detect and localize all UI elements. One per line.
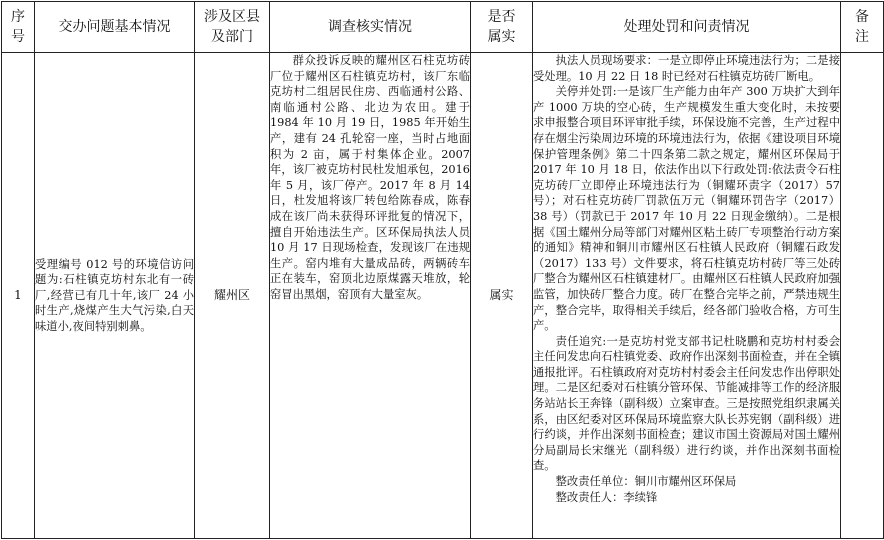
header-handling: 处理处罚和问责情况 bbox=[533, 2, 841, 53]
handling-paragraph-accountability: 责任追究:一是克坊村党支部书记杜晓鹏和克坊村村委会主任问发忠向石柱镇党委、政府作出深刻书面检查，并在全镇通报批评。石柱镇政府对克坊村村委会主任问发忠作出停职处理。二是区纪委对石柱镇分管环保、节能减排等工作的经济服务站站长王奔锋（副科级）立案审查。三是按照党组织隶属关系，由区纪委对区环保局环境监察大队长苏宪钢（副科级）进行约谈，并作出深刻书面检查；建议市国土资源局对国土耀州分局副局长宋继光（副科级）进行约谈，并作出深刻书面检查。 bbox=[533, 334, 840, 473]
header-row bbox=[2, 2, 884, 53]
header-no: 序号 bbox=[2, 2, 35, 53]
handling-paragraph-penalty: 关停并处罚:一是该厂生产能力由年产 300 万块扩大到年产 1000 万块的空心砖，生产规模发生重大变化时，未按要求申报整合项目环评审批手续，环保设施不完善，生产过程中存在烟尘污染周边环境的环境违法行为，依据《建设项目环境保护管理条例》第二十四条第二款之规定，耀州区环保局于 2017 年 10 月 18 日，依法作出以下行政处罚:依法责令石柱克坊砖厂立即停止环境违法行为（铜耀环责字（2017）57 号）；对石柱克坊砖厂罚款伍万元（铜耀环罚告字（2017）38 号）（罚款已于 2017 年 10 月 22 日现金缴纳）。二是根据《国土耀州分局等部门对耀州区粘土砖厂专项整治行动方案的通知》精神和铜川市耀州区石柱镇人民政府（铜耀石政发（2017）133 号）文件要求，将石柱镇克坊村砖厂等三处砖厂整合为耀州区石柱镇建材厂。由耀州区石柱镇人民政府加强监管，加快砖厂整合力度。砖厂在整合完毕之前，严禁违规生产，整合完毕，取得相关手续后，经各部门验收合格，方可生产。 bbox=[533, 85, 840, 333]
row-number: 1 bbox=[2, 53, 35, 539]
responsible-unit: 整改责任单位：铜川市耀州区环保局 bbox=[555, 475, 737, 489]
remark-cell bbox=[841, 53, 884, 539]
header-investigation: 调查核实情况 bbox=[270, 2, 471, 53]
handling-text bbox=[533, 53, 841, 539]
header-basic: 交办问题基本情况 bbox=[35, 2, 195, 53]
investigation-paragraph: 群众投诉反映的耀州区石柱克坊砖厂位于耀州区石柱镇克坊村，该厂东临克坊村二组居民住房、西临通村公路、南临通村公路、北边为农田。建于 1984 年 10 月 19 日，1985 年开始生产，建有 24 孔轮窑一座，当时占地面积为 2 亩，属于村集体企业。2007 年，该厂被克坊村民杜发旭承包，2016 年 5 月，该厂停产。2017 年 8 月 14 日，杜发旭将该厂转包给陈春成，陈春成在该厂尚未获得环评批复的情况下，擅自开始违法生产。区环保局执法人员 10 月 17 日现场检查，发现该厂在违规生产。窑内堆有大量成品砖，两辆砖车正在装车，窑顶北边原煤露天堆放，轮窑冒出黑烟，窑顶有大量室灰。 bbox=[270, 54, 470, 301]
verification-table bbox=[1, 1, 884, 539]
basic-situation: 受理编号 012 号的环境信访问题为:石柱镇克坊村东北有一砖厂,经营已有几十年,该厂 24 小时生产,烧煤产生大气污染,白天味道小,夜间特别刺鼻。 bbox=[35, 53, 195, 539]
header-factual: 是否属实 bbox=[471, 2, 533, 53]
factual-status: 属实 bbox=[471, 53, 533, 539]
district-department: 耀州区 bbox=[195, 53, 270, 539]
header-remark: 备注 bbox=[841, 2, 884, 53]
investigation-text bbox=[270, 53, 471, 539]
header-district: 涉及区县及部门 bbox=[195, 2, 270, 53]
handling-paragraph-onsite: 执法人员现场要求：一是立即停止环境违法行为；二是接受处理。10 月 22 日 18 时已经对石柱镇克坊砖厂断电。 bbox=[533, 54, 840, 83]
table-row bbox=[2, 53, 884, 539]
responsible-person: 整改责任人：李续锋 bbox=[555, 490, 658, 504]
